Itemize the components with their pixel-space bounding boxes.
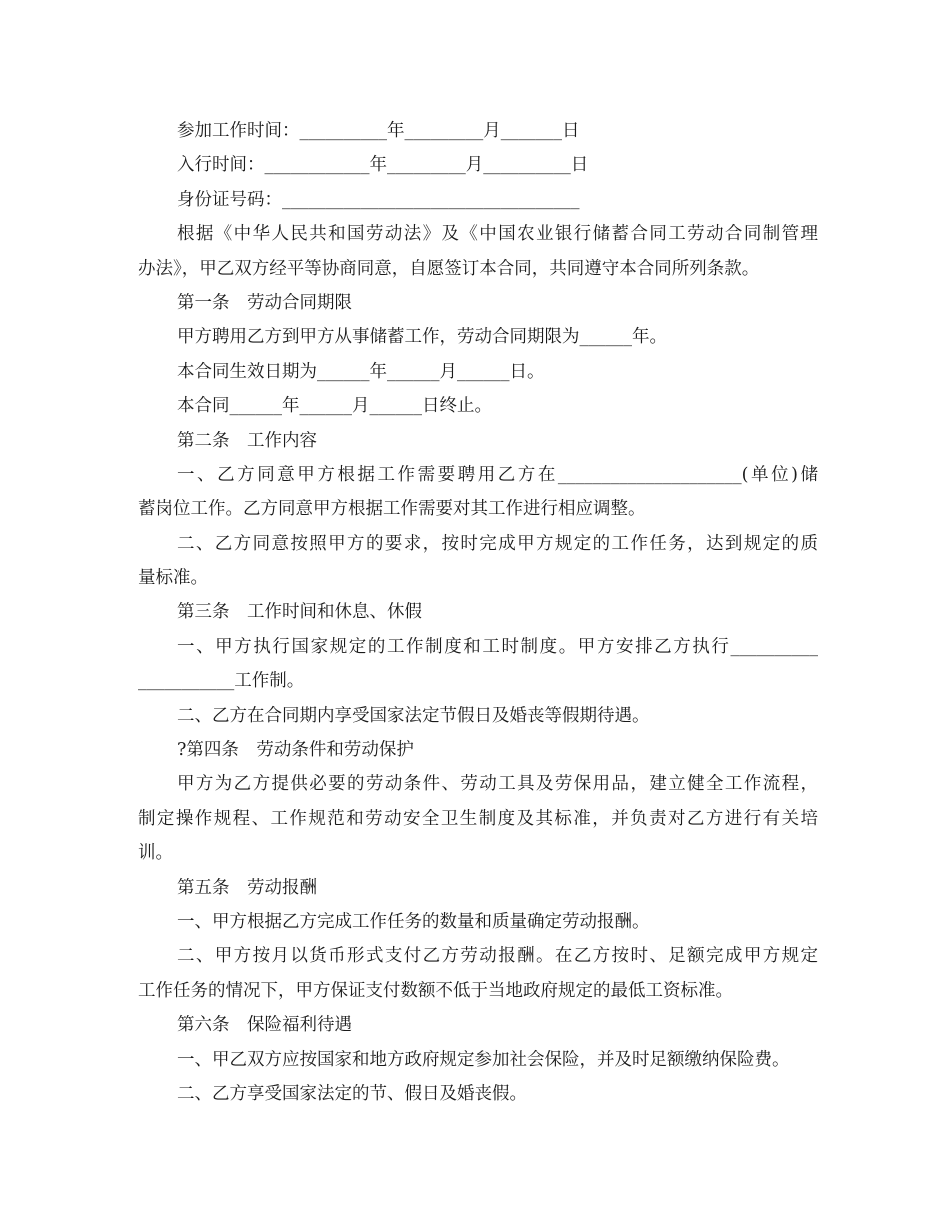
document-line: 第三条 工作时间和休息、休假 [177,602,422,623]
document-line: 甲方聘用乙方到甲方从事储蓄工作，劳动合同期限为______年。 [177,327,667,348]
document-line: 第五条 劳动报酬 [177,877,317,898]
document-line: 参加工作时间：__________年_________月_______日 [177,121,580,141]
document-line: 二、乙方享受国家法定的节、假日及婚丧假。 [177,1083,527,1104]
document-line: 根据《中华人民共和国劳动法》及《中国农业银行储蓄合同工劳动合同制管理 [177,224,818,245]
document-line: 本合同______年______月______日终止。 [177,396,492,417]
document-line: 甲方为乙方提供必要的劳动条件、劳动工具及劳保用品，建立健全工作流程， [177,774,818,795]
document-line: 办法》，甲乙双方经平等协商同意，自愿签订本合同，共同遵守本合同所列条款。 [138,258,760,279]
document-line: 一、乙方同意甲方根据工作需要聘用乙方在_____________________(单位)储 [177,464,818,485]
document-line: 二、甲方按月以货币形式支付乙方劳动报酬。在乙方按时、足额完成甲方规定 [177,946,818,967]
document-line: 一、甲乙双方应按国家和地方政府规定参加社会保险，并及时足额缴纳保险费。 [177,1049,790,1070]
document-line: 制定操作规程、工作规范和劳动安全卫生制度及其标准，并负责对乙方进行有关培 [138,808,818,829]
document-line: 第六条 保险福利待遇 [177,1015,352,1036]
document-line: 身份证号码：__________________________________ [177,189,580,210]
document-line: 第二条 工作内容 [177,430,317,451]
document-line: 训。 [138,843,173,864]
document-line: ___________工作制。 [138,671,305,692]
document-line: 工作任务的情况下，甲方保证支付数额不低于当地政府规定的最低工资标准。 [138,980,733,1001]
document-line: 二、乙方在合同期内享受国家法定节假日及婚丧等假期待遇。 [177,705,650,726]
document-line: 二、乙方同意按照甲方的要求，按时完成甲方规定的工作任务，达到规定的质 [177,533,818,554]
document-line: 入行时间：____________年_________月__________日 [177,155,589,176]
document-line: 本合同生效日期为______年______月______日。 [177,361,545,382]
document-line: ?第四条 劳动条件和劳动保护 [177,740,414,761]
document-line: 第一条 劳动合同期限 [177,292,352,313]
document-line: 量标准。 [138,568,208,589]
document-body [138,114,818,1111]
document-line: 一、甲方执行国家规定的工作制度和工时制度。甲方安排乙方执行__________ [177,636,818,657]
document-line: 蓄岗位工作。乙方同意甲方根据工作需要对其工作进行相应调整。 [138,499,646,520]
document-line: 一、甲方根据乙方完成工作任务的数量和质量确定劳动报酬。 [177,911,650,932]
